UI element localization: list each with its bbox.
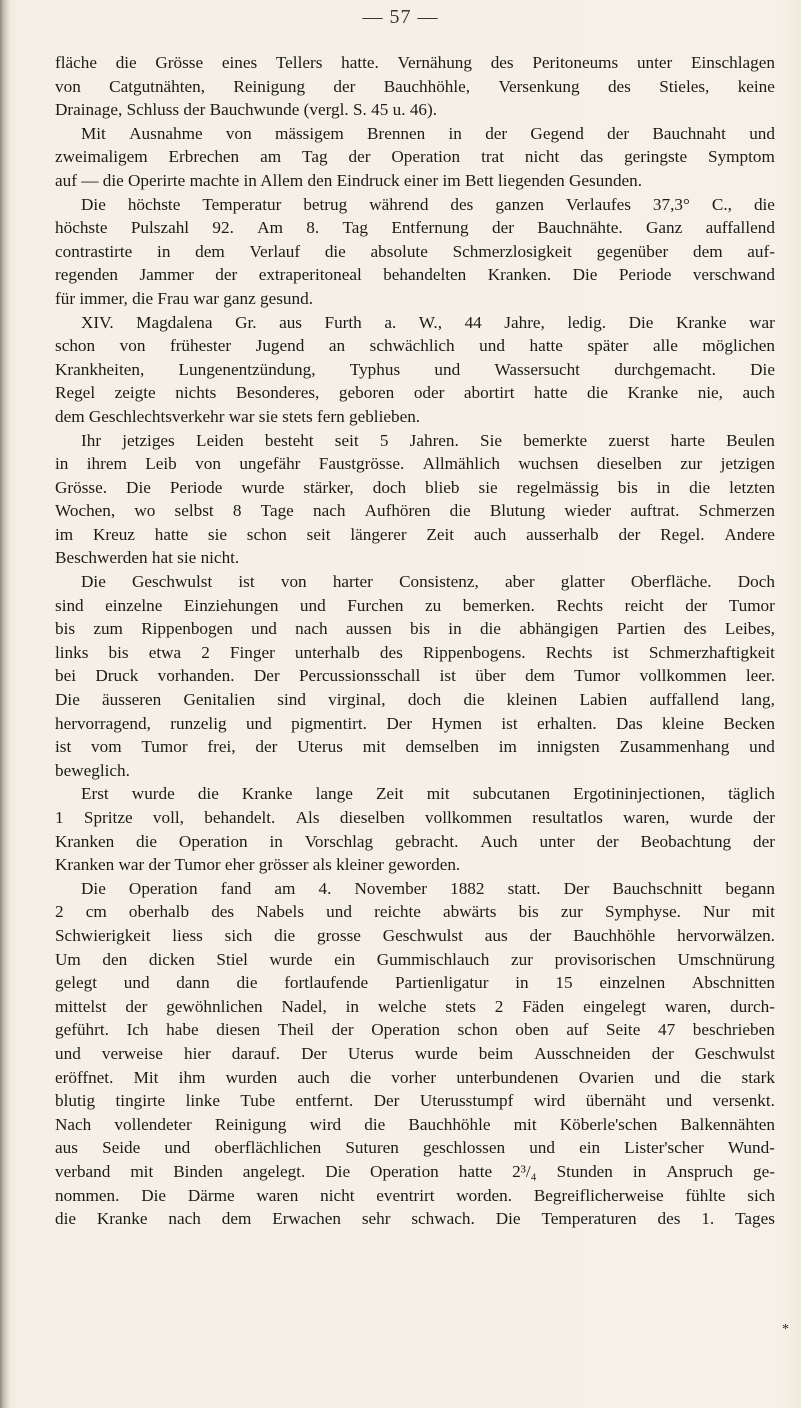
text-line: links bis etwa 2 Finger unterhalb des Rippenbogens. Rechts ist Schmerzhaftigkeit — [55, 642, 775, 662]
text-line: und verweise hier darauf. Der Uterus wurde beim Ausschneiden der Geschwulst — [55, 1043, 775, 1063]
text-line: Schwierigkeit liess sich die grosse Geschwulst aus der Bauchhöhle hervorwälzen. — [55, 925, 775, 945]
text-line: Grösse. Die Periode wurde stärker, doch blieb sie regelmässig bis in die letzten — [55, 477, 775, 497]
text-line: geführt. Ich habe diesen Theil der Operation schon oben auf Seite 47 beschrieben — [55, 1020, 775, 1040]
text-line: hervorragend, runzelig und pigmentirt. Der Hymen ist erhalten. Das kleine Becken — [55, 713, 775, 733]
margin-mark: * — [782, 1322, 789, 1337]
text-line: Die höchste Temperatur betrug während des ganzen Verlaufes 37,3° C., die — [81, 194, 775, 214]
text-line: regenden Jammer der extraperitoneal behandelten Kranken. Die Periode verschwand — [55, 265, 775, 285]
page-number: — 57 — — [362, 6, 439, 28]
text-line: fläche die Grösse eines Tellers hatte. Vernähung des Peritoneums unter Einschlagen — [55, 53, 775, 72]
text-line: beweglich. — [55, 760, 130, 780]
text-line: 1 Spritze voll, behandelt. Als dieselben vollkommen resultatlos waren, wurde der — [55, 808, 775, 827]
text-line: die Kranke nach dem Erwachen sehr schwach. Die Temperaturen des 1. Tages — [55, 1209, 775, 1229]
text-line: Drainage, Schluss der Bauchwunde (vergl. S. 45 u. 46). — [55, 100, 438, 120]
text-line: blutig tingirte linke Tube entfernt. Der Uterusstumpf wird übernäht und versenkt. — [55, 1091, 775, 1111]
text-line: contrastirte in dem Verlauf die absolute Schmerzlosigkeit gegenüber dem auf- — [55, 241, 775, 261]
text-line: schon von frühester Jugend an schwächlich und hatte später alle möglichen — [55, 336, 775, 356]
text-line: Um den dicken Stiel wurde ein Gummischlauch zur provisorischen Umschnürung — [55, 949, 775, 969]
text-line: Krankheiten, Lungenentzündung, Typhus und Wassersucht durchgemacht. Die — [55, 359, 775, 379]
text-line: Die Operation fand am 4. November 1882 statt. Der Bauchschnitt begann — [81, 878, 775, 898]
text-line: Wochen, wo selbst 8 Tage nach Aufhören die Blutung wieder auftrat. Schmerzen — [55, 501, 775, 521]
text-line: Die Geschwulst ist von harter Consistenz, aber glatter Oberfläche. Doch — [81, 572, 775, 592]
binding-shadow — [0, 0, 10, 1408]
text-line: für immer, die Frau war ganz gesund. — [55, 288, 313, 308]
text-line: Kranken war der Tumor eher grösser als kleiner geworden. — [55, 855, 461, 875]
text-line: von Catgutnähten, Reinigung der Bauchhöhle, Versenkung des Stieles, keine — [55, 76, 775, 96]
text-line: 2 cm oberhalb des Nabels und reichte abwärts bis zur Symphyse. Nur mit — [55, 902, 775, 922]
text-line: Beschwerden hat sie nicht. — [55, 548, 240, 568]
text-line: Mit Ausnahme von mässigem Brennen in der Gegend der Bauchnaht und — [81, 123, 775, 143]
text-line: sind einzelne Einziehungen und Furchen zu bemerken. Rechts reicht der Tumor — [55, 595, 775, 615]
text-line: Erst wurde die Kranke lange Zeit mit subcutanen Ergotininjectionen, täglich — [81, 784, 775, 804]
text-line: aus Seide und oberflächlichen Suturen geschlossen und ein Lister'scher Wund- — [55, 1138, 775, 1158]
body-text — [55, 51, 775, 1231]
text-line: XIV. Magdalena Gr. aus Furth a. W., 44 Jahre, ledig. Die Kranke war — [81, 312, 775, 332]
text-line: bei Druck vorhanden. Der Percussionsschall ist über dem Tumor vollkommen leer. — [55, 666, 775, 686]
text-line: dem Geschlechtsverkehr war sie stets fern geblieben. — [55, 406, 421, 426]
text-line: Nach vollendeter Reinigung wird die Bauchhöhle mit Köberle'schen Balkennähten — [55, 1114, 775, 1134]
text-line: Kranken die Operation in Vorschlag gebracht. Auch unter der Beobachtung der — [55, 831, 775, 851]
text-line: zweimaligem Erbrechen am Tag der Operation trat nicht das geringste Symptom — [55, 147, 775, 167]
text-line: ist vom Tumor frei, der Uterus mit demselben im innigsten Zusammenhang und — [55, 737, 775, 757]
text-line: eröffnet. Mit ihm wurden auch die vorher unterbundenen Ovarien und die stark — [55, 1067, 775, 1087]
text-line: bis zum Rippenbogen und nach aussen bis in die abhängigen Partien des Leibes, — [55, 619, 775, 639]
text-line: Regel zeigte nichts Besonderes, geboren oder abortirt hatte die Kranke nie, auch — [55, 383, 775, 403]
text-line: auf — die Operirte machte in Allem den Eindruck einer im Bett liegenden Gesunden. — [55, 170, 643, 190]
text-line: in ihrem Leib von ungefähr Faustgrösse. Allmählich wuchsen dieselben zur jetzigen — [55, 454, 775, 474]
text-line: verband mit Binden angelegt. Die Operation hatte 2³/₄ Stunden in Anspruch ge- — [55, 1161, 775, 1181]
text-line: Ihr jetziges Leiden besteht seit 5 Jahren. Sie bemerkte zuerst harte Beulen — [81, 430, 775, 450]
text-line: höchste Pulszahl 92. Am 8. Tag Entfernung der Bauchnähte. Ganz auffallend — [55, 218, 775, 238]
text-line: gelegt und dann die fortlaufende Partienligatur in 15 einzelnen Abschnitten — [55, 973, 775, 993]
text-line: mittelst der gewöhnlichen Nadel, in welche stets 2 Fäden eingelegt waren, durch- — [55, 996, 775, 1016]
text-line: Die äusseren Genitalien sind virginal, doch die kleinen Labien auffallend lang, — [55, 690, 775, 710]
text-line: nommen. Die Därme waren nicht eventrirt worden. Begreiflicherweise fühlte sich — [55, 1185, 775, 1205]
text-line: im Kreuz hatte sie schon seit längerer Zeit auch ausserhalb der Regel. Andere — [55, 524, 775, 544]
